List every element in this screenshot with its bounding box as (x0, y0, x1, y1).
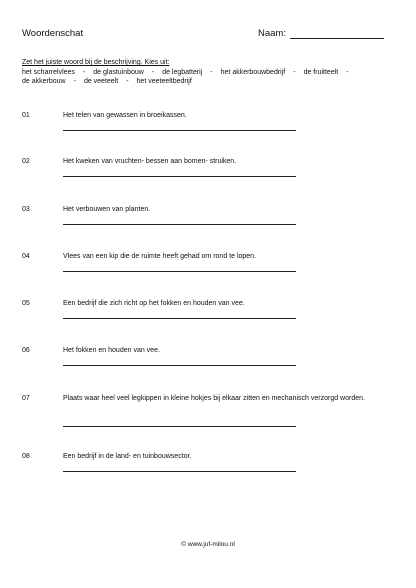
question-item (22, 452, 394, 482)
question-item (22, 252, 394, 282)
word-bank-row-1 (22, 68, 394, 78)
answer-line[interactable] (63, 224, 296, 225)
answer-line[interactable] (63, 471, 296, 472)
word-separator: - (210, 68, 213, 76)
word-separator: - (126, 78, 129, 85)
word-bank-row-2 (22, 77, 394, 87)
question-number: 07 (22, 395, 30, 402)
word-bank-item: de fruitteelt (303, 68, 339, 76)
instructions-title: Zet het juiste woord bij de beschrijving. Kies uit: (22, 59, 170, 66)
worksheet-title: Woordenschat (22, 28, 84, 39)
word-bank-item: het veeteeltbedrijf (136, 78, 192, 85)
question-text: Een bedrijf die zich richt op het fokken en houden van vee. (63, 300, 245, 307)
word-separator: - (346, 68, 349, 76)
word-bank-item: het akkerbouwbedrijf (220, 68, 286, 76)
word-separator: - (151, 68, 155, 76)
question-text: Het fokken en houden van vee. (63, 347, 160, 354)
question-item (22, 346, 394, 376)
answer-line[interactable] (63, 365, 296, 366)
question-text: Een bedrijf in de land- en tuinbouwsector. (63, 453, 192, 460)
question-number: 01 (22, 112, 30, 119)
name-label: Naam: (258, 28, 286, 39)
word-bank-item: de veeteelt (83, 78, 119, 85)
question-item (22, 394, 394, 424)
word-bank-item: het scharrelvlees (22, 68, 75, 76)
question-number: 05 (22, 300, 30, 307)
question-text: Plaats waar heel veel legkippen in kleine hokjes bij elkaar zitten en mechanisch verzorgd worden. (63, 395, 365, 402)
question-text: Vlees van een kip die de ruimte heeft gehad om rond te lopen. (63, 253, 257, 260)
question-item (22, 111, 394, 141)
question-number: 02 (22, 158, 30, 165)
word-bank-item: de glastuinbouw (93, 68, 144, 76)
answer-line[interactable] (63, 271, 296, 272)
question-number: 06 (22, 347, 30, 354)
answer-line[interactable] (63, 426, 296, 427)
question-text: Het telen van gewassen in broeikassen. (63, 112, 187, 119)
question-number: 08 (22, 453, 30, 460)
question-text: Het verbouwen van planten. (63, 206, 151, 213)
worksheet-header (22, 28, 394, 42)
answer-line[interactable] (63, 130, 296, 131)
word-bank-item: de akkerbouw (22, 78, 66, 85)
name-answer-line[interactable] (290, 38, 384, 39)
copyright-footer: © www.juf-milou.nl (181, 541, 235, 548)
question-item (22, 205, 394, 235)
question-item (22, 299, 394, 329)
word-separator: - (293, 68, 296, 76)
word-bank-item: de legbatterij (162, 68, 203, 76)
question-number: 04 (22, 253, 30, 260)
answer-line[interactable] (63, 318, 296, 319)
question-number: 03 (22, 206, 30, 213)
word-separator: - (82, 68, 86, 76)
question-item (22, 157, 394, 187)
instructions-block (22, 58, 394, 87)
question-text: Het kweken van vruchten- bessen aan bomen- struiken. (63, 158, 237, 165)
word-separator: - (73, 78, 76, 85)
answer-line[interactable] (63, 176, 296, 177)
